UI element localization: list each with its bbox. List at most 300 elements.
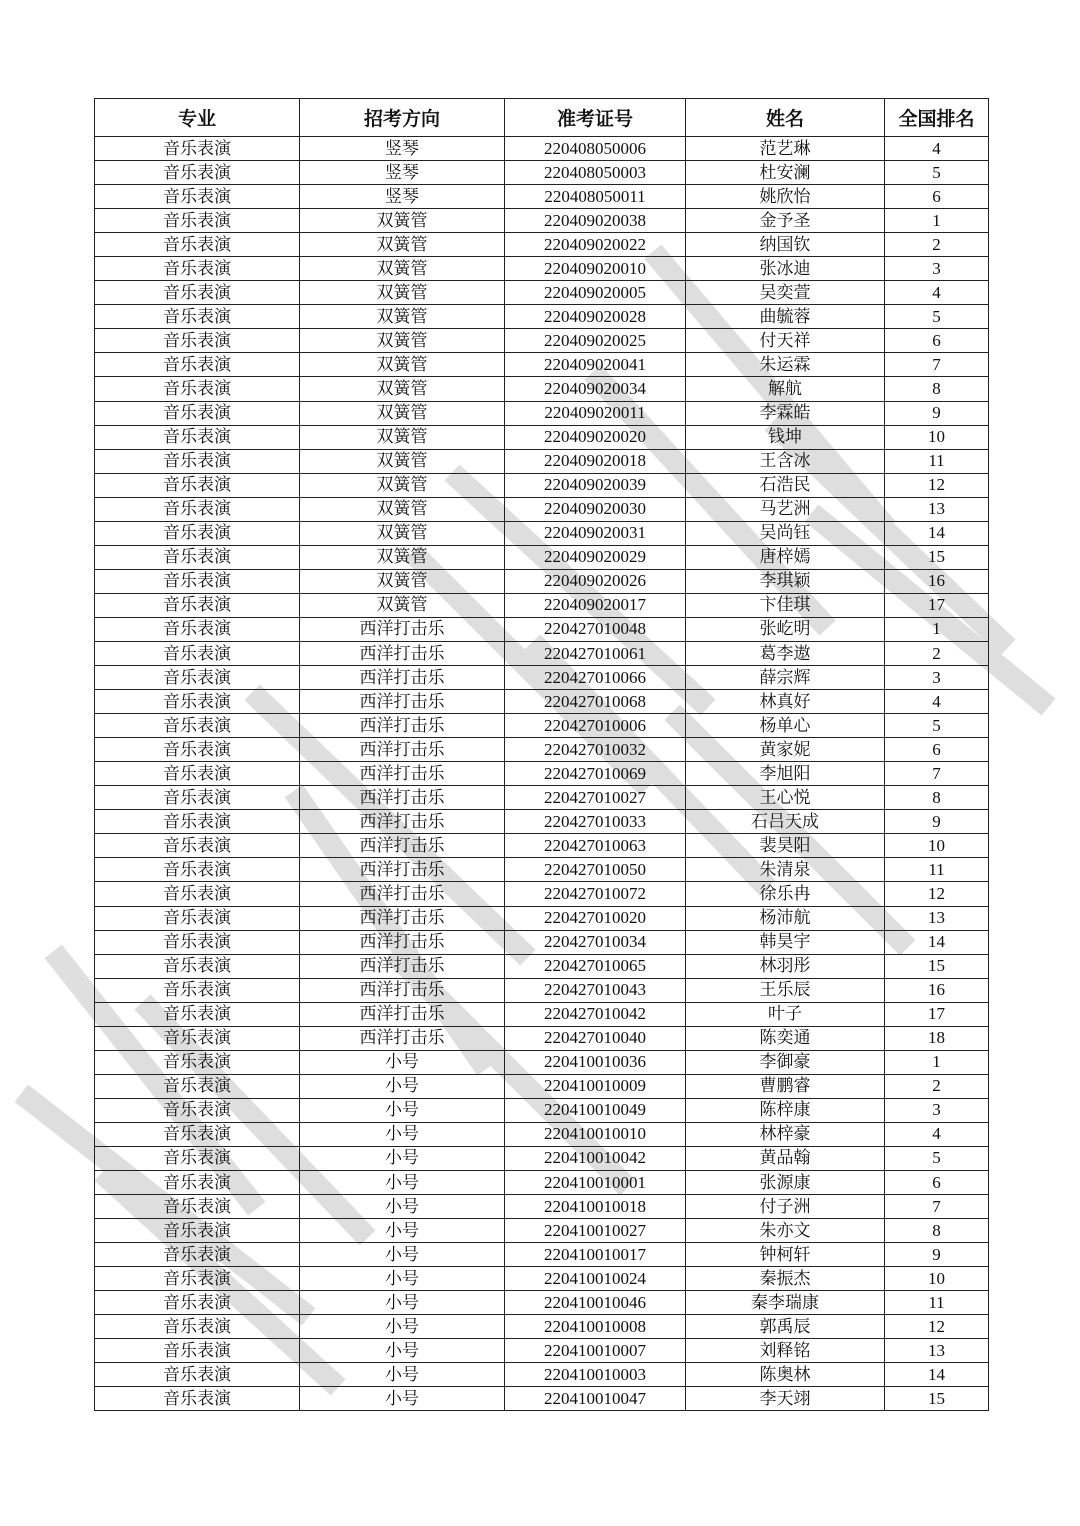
exam-number-cell: 220410010007 — [505, 1339, 686, 1363]
exam-number-cell: 220427010065 — [505, 954, 686, 978]
table-row — [95, 377, 989, 401]
name-cell: 付子洲 — [686, 1195, 885, 1219]
name-cell: 黄家妮 — [686, 738, 885, 762]
table-row — [95, 425, 989, 449]
exam-number-cell: 220410010049 — [505, 1098, 686, 1122]
exam-number-cell: 220427010033 — [505, 810, 686, 834]
direction-cell: 西洋打击乐 — [300, 690, 505, 714]
table-row — [95, 497, 989, 521]
exam-number-cell: 220427010043 — [505, 978, 686, 1002]
name-cell: 张冰迪 — [686, 257, 885, 281]
direction-cell: 双簧管 — [300, 545, 505, 569]
table-row — [95, 1387, 989, 1411]
name-cell: 刘释铭 — [686, 1339, 885, 1363]
table-row — [95, 1243, 989, 1267]
exam-number-cell: 220427010048 — [505, 617, 686, 641]
rank-cell: 4 — [885, 137, 989, 161]
exam-number-cell: 220409020039 — [505, 473, 686, 497]
rank-cell: 12 — [885, 1315, 989, 1339]
rank-cell: 13 — [885, 1339, 989, 1363]
rank-cell: 5 — [885, 161, 989, 185]
major-cell: 音乐表演 — [95, 473, 300, 497]
rank-cell: 11 — [885, 1291, 989, 1315]
name-cell: 陈奥林 — [686, 1363, 885, 1387]
major-cell: 音乐表演 — [95, 1050, 300, 1074]
direction-cell: 西洋打击乐 — [300, 810, 505, 834]
name-cell: 付天祥 — [686, 329, 885, 353]
name-cell: 叶子 — [686, 1002, 885, 1026]
name-cell: 钟柯轩 — [686, 1243, 885, 1267]
name-cell: 杨单心 — [686, 714, 885, 738]
name-cell: 黄品翰 — [686, 1146, 885, 1170]
name-cell: 石吕天成 — [686, 810, 885, 834]
name-cell: 陈梓康 — [686, 1098, 885, 1122]
table-row — [95, 1219, 989, 1243]
table-row — [95, 617, 989, 641]
name-cell: 林羽彤 — [686, 954, 885, 978]
table-row — [95, 690, 989, 714]
table-row — [95, 1195, 989, 1219]
table-row — [95, 858, 989, 882]
table-row — [95, 738, 989, 762]
direction-cell: 双簧管 — [300, 425, 505, 449]
direction-cell: 西洋打击乐 — [300, 714, 505, 738]
direction-cell: 小号 — [300, 1122, 505, 1146]
major-cell: 音乐表演 — [95, 1122, 300, 1146]
table-row — [95, 233, 989, 257]
table-row — [95, 305, 989, 329]
table-row — [95, 714, 989, 738]
name-cell: 王心悦 — [686, 786, 885, 810]
exam-number-cell: 220410010027 — [505, 1219, 686, 1243]
name-cell: 郭禹辰 — [686, 1315, 885, 1339]
exam-number-cell: 220410010042 — [505, 1146, 686, 1170]
table-row — [95, 185, 989, 209]
direction-cell: 双簧管 — [300, 377, 505, 401]
exam-number-cell: 220410010010 — [505, 1122, 686, 1146]
rank-cell: 8 — [885, 1219, 989, 1243]
major-cell: 音乐表演 — [95, 281, 300, 305]
rank-cell: 15 — [885, 545, 989, 569]
name-cell: 李御豪 — [686, 1050, 885, 1074]
rank-cell: 1 — [885, 209, 989, 233]
name-cell: 林梓豪 — [686, 1122, 885, 1146]
major-cell: 音乐表演 — [95, 762, 300, 786]
name-cell: 葛李遨 — [686, 641, 885, 665]
name-cell: 秦李瑞康 — [686, 1291, 885, 1315]
name-cell: 金予圣 — [686, 209, 885, 233]
major-cell: 音乐表演 — [95, 425, 300, 449]
major-cell: 音乐表演 — [95, 1098, 300, 1122]
rank-cell: 6 — [885, 738, 989, 762]
exam-number-cell: 220409020029 — [505, 545, 686, 569]
rank-cell: 8 — [885, 377, 989, 401]
exam-number-cell: 220427010061 — [505, 641, 686, 665]
table-row — [95, 257, 989, 281]
table-row — [95, 1074, 989, 1098]
exam-number-cell: 220410010047 — [505, 1387, 686, 1411]
table-row — [95, 545, 989, 569]
exam-number-cell: 220410010008 — [505, 1315, 686, 1339]
direction-cell: 西洋打击乐 — [300, 858, 505, 882]
rank-cell: 14 — [885, 930, 989, 954]
rank-cell: 5 — [885, 305, 989, 329]
rank-cell: 7 — [885, 1195, 989, 1219]
rank-cell: 1 — [885, 1050, 989, 1074]
table-row — [95, 786, 989, 810]
major-cell: 音乐表演 — [95, 329, 300, 353]
major-cell: 音乐表演 — [95, 690, 300, 714]
direction-cell: 双簧管 — [300, 281, 505, 305]
major-cell: 音乐表演 — [95, 954, 300, 978]
header-national-rank: 全国排名 — [885, 99, 989, 137]
direction-cell: 西洋打击乐 — [300, 954, 505, 978]
exam-number-cell: 220427010032 — [505, 738, 686, 762]
rank-cell: 9 — [885, 1243, 989, 1267]
major-cell: 音乐表演 — [95, 882, 300, 906]
rank-cell: 11 — [885, 858, 989, 882]
table-row — [95, 1291, 989, 1315]
table-row — [95, 1339, 989, 1363]
major-cell: 音乐表演 — [95, 714, 300, 738]
exam-number-cell: 220427010066 — [505, 666, 686, 690]
major-cell: 音乐表演 — [95, 137, 300, 161]
exam-number-cell: 220427010069 — [505, 762, 686, 786]
direction-cell: 西洋打击乐 — [300, 738, 505, 762]
name-cell: 曲毓蓉 — [686, 305, 885, 329]
direction-cell: 双簧管 — [300, 401, 505, 425]
rank-cell: 4 — [885, 1122, 989, 1146]
exam-number-cell: 220410010009 — [505, 1074, 686, 1098]
name-cell: 唐梓嫣 — [686, 545, 885, 569]
table-row — [95, 666, 989, 690]
direction-cell: 双簧管 — [300, 497, 505, 521]
major-cell: 音乐表演 — [95, 209, 300, 233]
direction-cell: 双簧管 — [300, 209, 505, 233]
direction-cell: 西洋打击乐 — [300, 834, 505, 858]
direction-cell: 西洋打击乐 — [300, 1026, 505, 1050]
exam-number-cell: 220409020030 — [505, 497, 686, 521]
major-cell: 音乐表演 — [95, 1026, 300, 1050]
direction-cell: 小号 — [300, 1098, 505, 1122]
table-row — [95, 401, 989, 425]
name-cell: 解航 — [686, 377, 885, 401]
rank-cell: 1 — [885, 617, 989, 641]
rank-cell: 7 — [885, 762, 989, 786]
direction-cell: 小号 — [300, 1146, 505, 1170]
exam-number-cell: 220409020020 — [505, 425, 686, 449]
table-row — [95, 641, 989, 665]
table-row — [95, 1050, 989, 1074]
direction-cell: 双簧管 — [300, 329, 505, 353]
rank-cell: 4 — [885, 281, 989, 305]
exam-number-cell: 220410010024 — [505, 1267, 686, 1291]
table-row — [95, 1267, 989, 1291]
major-cell: 音乐表演 — [95, 305, 300, 329]
rank-cell: 12 — [885, 473, 989, 497]
name-cell: 吴奕萱 — [686, 281, 885, 305]
name-cell: 石浩民 — [686, 473, 885, 497]
direction-cell: 西洋打击乐 — [300, 666, 505, 690]
exam-number-cell: 220427010040 — [505, 1026, 686, 1050]
table-row — [95, 1363, 989, 1387]
major-cell: 音乐表演 — [95, 1219, 300, 1243]
major-cell: 音乐表演 — [95, 521, 300, 545]
rank-cell: 17 — [885, 1002, 989, 1026]
exam-number-cell: 220427010020 — [505, 906, 686, 930]
exam-number-cell: 220409020018 — [505, 449, 686, 473]
table-header-row — [95, 99, 989, 137]
direction-cell: 竖琴 — [300, 161, 505, 185]
header-name: 姓名 — [686, 99, 885, 137]
exam-number-cell: 220427010068 — [505, 690, 686, 714]
table-row — [95, 834, 989, 858]
direction-cell: 双簧管 — [300, 305, 505, 329]
direction-cell: 西洋打击乐 — [300, 762, 505, 786]
rank-cell: 8 — [885, 786, 989, 810]
direction-cell: 双簧管 — [300, 473, 505, 497]
direction-cell: 小号 — [300, 1050, 505, 1074]
direction-cell: 西洋打击乐 — [300, 1002, 505, 1026]
header-exam-number: 准考证号 — [505, 99, 686, 137]
name-cell: 秦振杰 — [686, 1267, 885, 1291]
name-cell: 裴昊阳 — [686, 834, 885, 858]
exam-number-cell: 220427010063 — [505, 834, 686, 858]
major-cell: 音乐表演 — [95, 377, 300, 401]
major-cell: 音乐表演 — [95, 185, 300, 209]
rank-cell: 7 — [885, 353, 989, 377]
rank-cell: 16 — [885, 978, 989, 1002]
major-cell: 音乐表演 — [95, 257, 300, 281]
rank-cell: 14 — [885, 1363, 989, 1387]
exam-number-cell: 220410010017 — [505, 1243, 686, 1267]
rank-cell: 2 — [885, 641, 989, 665]
exam-number-cell: 220408050006 — [505, 137, 686, 161]
direction-cell: 西洋打击乐 — [300, 786, 505, 810]
major-cell: 音乐表演 — [95, 738, 300, 762]
direction-cell: 双簧管 — [300, 449, 505, 473]
table-row — [95, 329, 989, 353]
major-cell: 音乐表演 — [95, 1267, 300, 1291]
exam-number-cell: 220427010034 — [505, 930, 686, 954]
exam-number-cell: 220410010018 — [505, 1195, 686, 1219]
table-row — [95, 1098, 989, 1122]
table-row — [95, 1002, 989, 1026]
name-cell: 姚欣怡 — [686, 185, 885, 209]
name-cell: 王乐辰 — [686, 978, 885, 1002]
ranking-table — [94, 98, 989, 1411]
direction-cell: 竖琴 — [300, 137, 505, 161]
table-row — [95, 137, 989, 161]
rank-cell: 13 — [885, 497, 989, 521]
exam-number-cell: 220410010046 — [505, 1291, 686, 1315]
table-row — [95, 449, 989, 473]
table-row — [95, 762, 989, 786]
exam-number-cell: 220409020010 — [505, 257, 686, 281]
rank-cell: 15 — [885, 954, 989, 978]
rank-cell: 2 — [885, 233, 989, 257]
exam-number-cell: 220427010050 — [505, 858, 686, 882]
rank-cell: 16 — [885, 569, 989, 593]
major-cell: 音乐表演 — [95, 1002, 300, 1026]
rank-cell: 10 — [885, 834, 989, 858]
rank-cell: 6 — [885, 1171, 989, 1195]
table-row — [95, 906, 989, 930]
table-row — [95, 521, 989, 545]
rank-cell: 6 — [885, 329, 989, 353]
exam-number-cell: 220427010072 — [505, 882, 686, 906]
exam-number-cell: 220409020022 — [505, 233, 686, 257]
header-direction: 招考方向 — [300, 99, 505, 137]
table-row — [95, 930, 989, 954]
name-cell: 马艺洲 — [686, 497, 885, 521]
rank-cell: 10 — [885, 1267, 989, 1291]
direction-cell: 西洋打击乐 — [300, 930, 505, 954]
major-cell: 音乐表演 — [95, 617, 300, 641]
major-cell: 音乐表演 — [95, 161, 300, 185]
name-cell: 朱运霖 — [686, 353, 885, 377]
direction-cell: 西洋打击乐 — [300, 617, 505, 641]
direction-cell: 小号 — [300, 1171, 505, 1195]
exam-number-cell: 220409020011 — [505, 401, 686, 425]
exam-number-cell: 220409020026 — [505, 569, 686, 593]
major-cell: 音乐表演 — [95, 1363, 300, 1387]
table-row — [95, 1171, 989, 1195]
major-cell: 音乐表演 — [95, 810, 300, 834]
direction-cell: 西洋打击乐 — [300, 978, 505, 1002]
direction-cell: 小号 — [300, 1339, 505, 1363]
table-row — [95, 473, 989, 497]
name-cell: 陈奕通 — [686, 1026, 885, 1050]
name-cell: 林真好 — [686, 690, 885, 714]
major-cell: 音乐表演 — [95, 233, 300, 257]
direction-cell: 双簧管 — [300, 233, 505, 257]
exam-number-cell: 220409020025 — [505, 329, 686, 353]
major-cell: 音乐表演 — [95, 641, 300, 665]
major-cell: 音乐表演 — [95, 569, 300, 593]
table-row — [95, 281, 989, 305]
name-cell: 李霖皓 — [686, 401, 885, 425]
name-cell: 张屹明 — [686, 617, 885, 641]
exam-number-cell: 220409020028 — [505, 305, 686, 329]
table-row — [95, 1315, 989, 1339]
rank-cell: 9 — [885, 810, 989, 834]
exam-number-cell: 220409020034 — [505, 377, 686, 401]
major-cell: 音乐表演 — [95, 593, 300, 617]
name-cell: 李天翊 — [686, 1387, 885, 1411]
name-cell: 曹鹏睿 — [686, 1074, 885, 1098]
name-cell: 韩昊宇 — [686, 930, 885, 954]
major-cell: 音乐表演 — [95, 786, 300, 810]
rank-cell: 2 — [885, 1074, 989, 1098]
direction-cell: 小号 — [300, 1291, 505, 1315]
rank-cell: 5 — [885, 714, 989, 738]
name-cell: 范艺琳 — [686, 137, 885, 161]
name-cell: 卞佳琪 — [686, 593, 885, 617]
exam-number-cell: 220409020031 — [505, 521, 686, 545]
major-cell: 音乐表演 — [95, 978, 300, 1002]
direction-cell: 双簧管 — [300, 569, 505, 593]
major-cell: 音乐表演 — [95, 930, 300, 954]
direction-cell: 西洋打击乐 — [300, 906, 505, 930]
direction-cell: 小号 — [300, 1315, 505, 1339]
name-cell: 杨沛航 — [686, 906, 885, 930]
major-cell: 音乐表演 — [95, 1243, 300, 1267]
table-row — [95, 1146, 989, 1170]
major-cell: 音乐表演 — [95, 858, 300, 882]
direction-cell: 双簧管 — [300, 353, 505, 377]
rank-cell: 14 — [885, 521, 989, 545]
major-cell: 音乐表演 — [95, 1315, 300, 1339]
direction-cell: 双簧管 — [300, 593, 505, 617]
exam-number-cell: 220409020038 — [505, 209, 686, 233]
name-cell: 吴尚钰 — [686, 521, 885, 545]
rank-cell: 15 — [885, 1387, 989, 1411]
direction-cell: 小号 — [300, 1267, 505, 1291]
name-cell: 李琪颖 — [686, 569, 885, 593]
major-cell: 音乐表演 — [95, 1291, 300, 1315]
rank-cell: 17 — [885, 593, 989, 617]
table-body — [95, 137, 989, 1411]
table-row — [95, 810, 989, 834]
table-row — [95, 978, 989, 1002]
exam-number-cell: 220427010006 — [505, 714, 686, 738]
major-cell: 音乐表演 — [95, 1387, 300, 1411]
exam-number-cell: 220408050003 — [505, 161, 686, 185]
major-cell: 音乐表演 — [95, 401, 300, 425]
table-row — [95, 161, 989, 185]
exam-number-cell: 220409020017 — [505, 593, 686, 617]
rank-cell: 5 — [885, 1146, 989, 1170]
major-cell: 音乐表演 — [95, 497, 300, 521]
rank-cell: 12 — [885, 882, 989, 906]
major-cell: 音乐表演 — [95, 1339, 300, 1363]
direction-cell: 小号 — [300, 1195, 505, 1219]
exam-number-cell: 220410010036 — [505, 1050, 686, 1074]
table-row — [95, 569, 989, 593]
direction-cell: 小号 — [300, 1243, 505, 1267]
rank-cell: 13 — [885, 906, 989, 930]
table-row — [95, 209, 989, 233]
name-cell: 王含冰 — [686, 449, 885, 473]
major-cell: 音乐表演 — [95, 1195, 300, 1219]
rank-cell: 3 — [885, 666, 989, 690]
direction-cell: 小号 — [300, 1074, 505, 1098]
table-row — [95, 1122, 989, 1146]
major-cell: 音乐表演 — [95, 545, 300, 569]
table-row — [95, 353, 989, 377]
exam-number-cell: 220409020041 — [505, 353, 686, 377]
name-cell: 杜安澜 — [686, 161, 885, 185]
name-cell: 钱坤 — [686, 425, 885, 449]
rank-cell: 3 — [885, 257, 989, 281]
rank-cell: 18 — [885, 1026, 989, 1050]
rank-cell: 11 — [885, 449, 989, 473]
major-cell: 音乐表演 — [95, 834, 300, 858]
name-cell: 薛宗辉 — [686, 666, 885, 690]
major-cell: 音乐表演 — [95, 1146, 300, 1170]
header-major: 专业 — [95, 99, 300, 137]
major-cell: 音乐表演 — [95, 449, 300, 473]
rank-cell: 10 — [885, 425, 989, 449]
direction-cell: 小号 — [300, 1363, 505, 1387]
name-cell: 朱亦文 — [686, 1219, 885, 1243]
exam-number-cell: 220409020005 — [505, 281, 686, 305]
direction-cell: 双簧管 — [300, 257, 505, 281]
exam-number-cell: 220427010027 — [505, 786, 686, 810]
rank-cell: 4 — [885, 690, 989, 714]
major-cell: 音乐表演 — [95, 666, 300, 690]
